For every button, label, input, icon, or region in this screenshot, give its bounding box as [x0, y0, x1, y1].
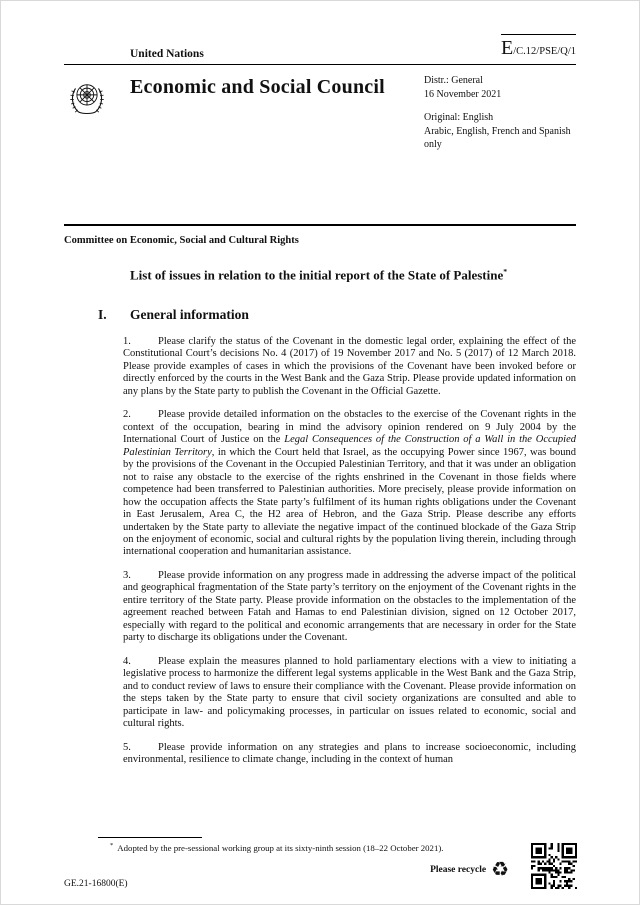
footnote [110, 842, 576, 854]
section-heading [98, 307, 576, 323]
header-band [64, 74, 576, 152]
document-symbol-series: E [501, 37, 514, 59]
qr-code [531, 843, 577, 889]
paragraph-text: Please provide information on any progress made in addressing the adverse impact of the political and geographical fragmentation of the State party’s territory on the enjoyment of the Covenant rights in the entire territory of the State party. Please provide information on the obstacles to the implementation of the agreement reached between Fatah and Hamas to end Palestinian division, signed on 12 October 2017, especially with regard to the political and economic arrangements that are necessary in order for the State party to discharge its obligations under the Covenant. [123, 569, 576, 644]
paragraph [123, 336, 576, 398]
paragraph-text: , in which the Court held that Israel, as the occupying Power since 1967, was bound by the provisions of the Covenant in the Occupied Palestinian Territory, and that it was under an obligation not to raise any obstacle to the exercise of the rights enshrined in the Covenant in those fields where competence had been transferred to Palestinian authorities. More precisely, please provide information on how the occupation affects the State party’s fulfilment of its human rights obligations under the Covenant in East Jerusalem, Area C, the H2 area of Hebron, and the Gaza Strip. Please describe any efforts undertaken by the State party to alleviate the negative impact of the continued blockade of the Gaza Strip on the enjoyment of economic, social and cultural rights by the population living therein, including through international cooperation and humanitarian assistance. [123, 446, 576, 558]
document-number: GE.21-16800(E) [64, 879, 128, 889]
divider-rule [64, 224, 576, 226]
footnote-block [98, 837, 576, 854]
distribution-type: Distr.: General [424, 75, 483, 86]
paragraph-text-italic: Legal Consequences of the Construction of a Wall in the Occupied Palestinian Territory [123, 434, 577, 458]
footnote-separator [98, 837, 202, 838]
paragraph [123, 570, 576, 645]
recycle-note [430, 860, 509, 880]
document-title [130, 267, 560, 284]
org-name: United Nations [130, 48, 204, 60]
paragraph-number: 4. [123, 655, 131, 667]
un-emblem-icon [64, 76, 110, 122]
committee-name: Committee on Economic, Social and Cultural Rights [64, 234, 299, 246]
paragraph [123, 409, 576, 559]
paragraph-text: Please explain the measures planned to hold parliamentary elections with a view to initiating a legislative process to harmonize the different legal systems applicable in the West Bank and the Gaza Strip, and to conduct review of laws to ensure their compliance with the Covenant. Please provide information on the steps taken by the State party to ensure that civil society organizations are consulted and able to participate in law- and policymaking processes, in particular on issues related to economic, social and cultural rights. [123, 655, 576, 730]
recycle-label: Please recycle [430, 865, 487, 875]
paragraph [123, 656, 576, 731]
available-languages: Arabic, English, French and Spanish only [424, 125, 571, 150]
paragraph-list [123, 336, 576, 767]
document-date: 16 November 2021 [424, 88, 502, 100]
paragraph-number: 3. [123, 569, 131, 581]
footnote-content: Adopted by the pre-sessional working group at its sixty-ninth session (18–22 October 2021). [117, 843, 444, 854]
footnote-marker: * [110, 842, 114, 850]
title-footnote-marker: * [503, 266, 508, 276]
section-number: I. [98, 306, 107, 322]
masthead [64, 1, 576, 65]
document-symbol-number: /C.12/PSE/Q/1 [513, 46, 576, 57]
paragraph-text: Please clarify the status of the Covenant in the domestic legal order, explaining the effect of the Constitutional Court’s decisions No. 4 (2017) of 19 November 2017 and No. 5 (2017) of 12 March 2018. Please provide examples of cases in which the provisions of the Covenant have been invoked before or directly enforced by the courts in the West Bank and the Gaza Strip. Please provide updated information on any plans by the State party to publish the Covenant in the Official Gazette. [123, 335, 576, 397]
document-symbol [501, 34, 576, 60]
paragraph-text: Please provide detailed information on the obstacles to the exercise of the Covenant rights in the context of the occupation, bearing in mind the advisory opinion rendered on 9 July 2004 by the International Court of Justice on the [123, 409, 576, 446]
recycle-icon: ♻ [491, 859, 509, 881]
section-title: General information [130, 306, 249, 322]
paragraph-number: 2. [123, 409, 131, 421]
document-title-text: List of issues in relation to the initial report of the State of Palestine [130, 266, 504, 282]
distribution-block [424, 74, 576, 152]
paragraph-number: 5. [123, 741, 131, 753]
paragraph-number: 1. [123, 335, 131, 347]
council-title: Economic and Social Council [130, 76, 385, 98]
paragraph-text: Please provide information on any strategies and plans to increase socioeconomic, including environmental, resilience to climate change, including in the context of human [123, 741, 576, 766]
original-language: Original: English [424, 112, 494, 123]
paragraph [123, 742, 576, 767]
